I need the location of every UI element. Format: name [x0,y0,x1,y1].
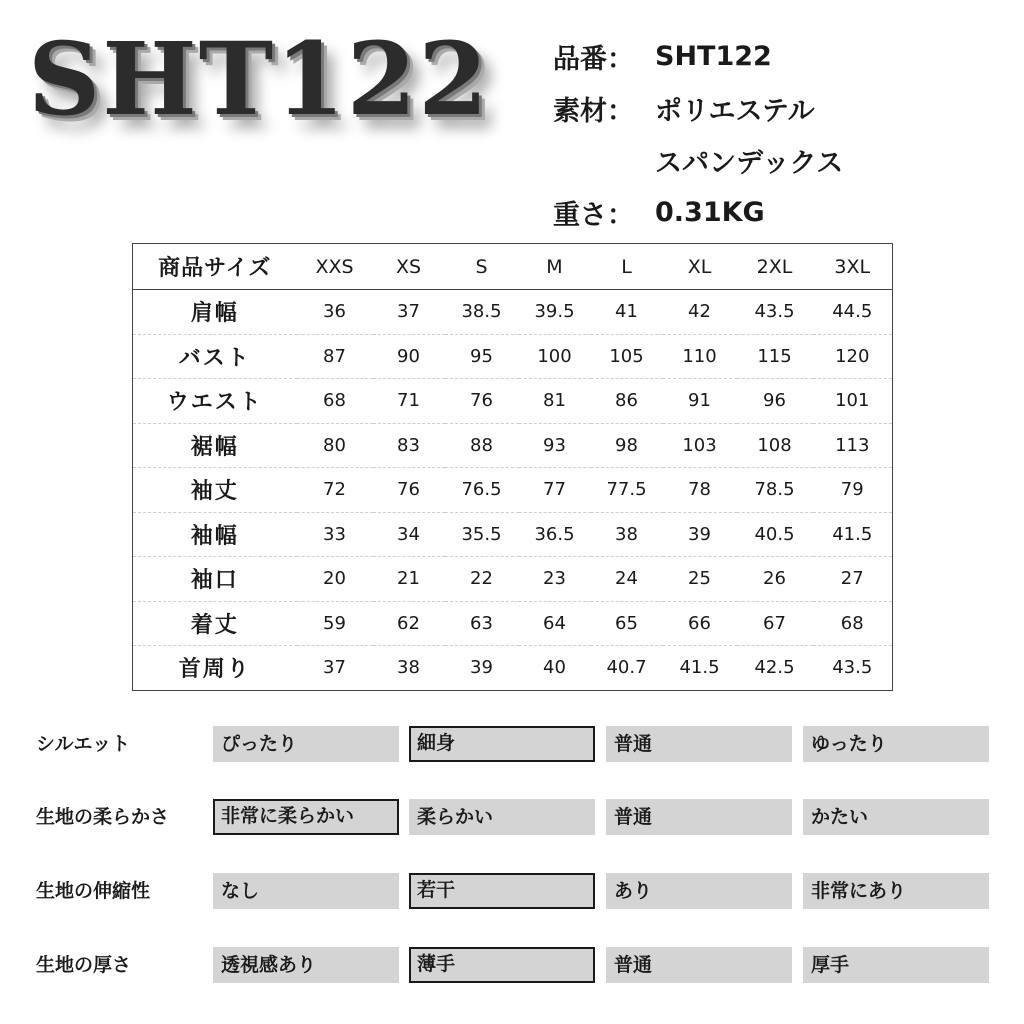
attribute-option-selected: 非常に柔らかい [213,799,399,835]
measurement-value: 39 [663,512,737,557]
table-row [133,557,893,602]
measurement-value: 79 [813,468,893,513]
measurement-value: 27 [813,557,893,602]
spec-value: スパンデックス [655,147,844,179]
measurement-value: 91 [663,379,737,424]
measurement-value: 22 [445,557,519,602]
attribute-option: かたい [803,799,989,835]
measurement-value: 78.5 [737,468,813,513]
measurement-label: 着丈 [133,601,297,646]
measurement-value: 77 [519,468,591,513]
measurement-label: ウエスト [133,379,297,424]
spec-key: 素材： [553,95,634,127]
measurement-value: 41.5 [663,646,737,691]
measurement-value: 90 [373,334,445,379]
attribute-label: 生地の厚さ [36,954,132,976]
size-header: XXS [297,244,373,290]
measurement-value: 23 [519,557,591,602]
measurement-value: 38 [373,646,445,691]
measurement-value: 81 [519,379,591,424]
spec-value: 0.31KG [655,196,765,228]
measurement-value: 66 [663,601,737,646]
measurement-value: 42 [688,301,711,323]
measurement-label: 裾幅 [133,423,297,468]
measurement-value: 76.5 [445,468,519,513]
measurement-value: 113 [813,423,893,468]
measurement-value: 36.5 [519,512,591,557]
measurement-value: 39.5 [534,301,575,323]
spec-value: ポリエステル [655,95,815,127]
measurement-value: 80 [297,423,373,468]
measurement-value: 77.5 [591,468,663,513]
measurement-value: 25 [663,557,737,602]
attribute-option: 非常にあり [803,873,989,909]
measurement-value: 42.5 [737,646,813,691]
measurement-value: 67 [737,601,813,646]
measurement-value: 108 [737,423,813,468]
size-header: M [519,244,591,290]
attribute-option: なし [213,873,399,909]
attribute-label: シルエット [36,733,131,755]
measurement-value: 40.7 [591,646,663,691]
product-specs [553,30,843,238]
measurement-value: 72 [297,468,373,513]
spec-row [553,30,843,82]
measurement-value: 120 [813,334,893,379]
measurement-value: 68 [297,379,373,424]
attribute-option: 普通 [606,947,792,983]
measurement-value: 110 [663,334,737,379]
measurement-value: 65 [591,601,663,646]
measurement-value: 76 [445,379,519,424]
measurement-value: 43.5 [813,646,893,691]
measurement-value: 41.5 [813,512,893,557]
measurement-value: 63 [445,601,519,646]
measurement-value: 78 [663,468,737,513]
measurement-value: 96 [737,379,813,424]
measurement-value: 101 [813,379,893,424]
table-row [133,290,893,335]
measurement-value: 103 [663,423,737,468]
measurement-label: 袖口 [133,557,297,602]
measurement-value: 41 [615,301,638,323]
measurement-value: 88 [445,423,519,468]
measurement-value: 83 [373,423,445,468]
measurement-value: 105 [591,334,663,379]
measurement-value: 93 [519,423,591,468]
measurement-label: バスト [133,334,297,379]
size-header-row [133,244,893,290]
measurement-value: 115 [737,334,813,379]
measurement-value: 43.5 [754,301,795,323]
measurement-value: 71 [373,379,445,424]
attribute-option: ぴったり [213,726,399,762]
measurement-value: 64 [519,601,591,646]
spec-key: 重さ： [553,199,634,231]
attribute-label: 生地の伸縮性 [36,880,151,902]
measurement-value: 76 [373,468,445,513]
size-table-body [133,290,893,691]
size-table [132,243,893,691]
table-row [133,646,893,691]
measurement-label: 肩幅 [190,301,239,327]
table-row [133,468,893,513]
measurement-value: 35.5 [445,512,519,557]
measurement-value: 37 [397,301,420,323]
product-logo: SHT122 [28,20,490,138]
attribute-option-selected: 若干 [409,873,595,909]
size-header: XL [663,244,737,290]
table-row [133,601,893,646]
size-header: S [445,244,519,290]
size-header: XS [373,244,445,290]
measurement-value: 20 [297,557,373,602]
measurement-value: 33 [297,512,373,557]
measurement-value: 98 [591,423,663,468]
measurement-value: 37 [297,646,373,691]
table-row [133,512,893,557]
measurement-label: 袖幅 [133,512,297,557]
measurement-value: 26 [737,557,813,602]
measurement-value: 87 [297,334,373,379]
attribute-option: ゆったり [803,726,989,762]
attribute-option-selected: 細身 [409,726,595,762]
spec-row [553,82,843,134]
measurement-value: 95 [445,334,519,379]
measurement-value: 38.5 [461,301,502,323]
attribute-option: 厚手 [803,947,989,983]
attribute-option: 普通 [606,726,792,762]
size-header: 3XL [813,244,893,290]
measurement-value: 34 [373,512,445,557]
attribute-option: あり [606,873,792,909]
measurement-value: 86 [591,379,663,424]
measurement-value: 68 [813,601,893,646]
attribute-option: 柔らかい [409,799,595,835]
spec-value: SHT122 [655,40,772,72]
measurement-value: 36 [323,301,346,323]
measurement-value: 44.5 [832,301,873,323]
attribute-label: 生地の柔らかさ [36,806,170,828]
measurement-label: 袖丈 [133,468,297,513]
table-row [133,379,893,424]
attribute-option-selected: 薄手 [409,947,595,983]
measurement-value: 24 [591,557,663,602]
measurement-value: 59 [297,601,373,646]
size-table-corner: 商品サイズ [133,244,297,290]
measurement-label: 首周り [133,646,297,691]
measurement-value: 100 [519,334,591,379]
spec-row [553,186,843,238]
measurement-value: 62 [373,601,445,646]
spec-key: 品番： [553,43,634,75]
table-row [133,334,893,379]
table-row [133,423,893,468]
size-header: L [591,244,663,290]
attribute-option: 透視感あり [213,947,399,983]
measurement-value: 40 [519,646,591,691]
measurement-value: 38 [591,512,663,557]
measurement-value: 39 [445,646,519,691]
spec-row [553,134,843,186]
attribute-option: 普通 [606,799,792,835]
measurement-value: 21 [373,557,445,602]
measurement-value: 40.5 [737,512,813,557]
size-header: 2XL [737,244,813,290]
